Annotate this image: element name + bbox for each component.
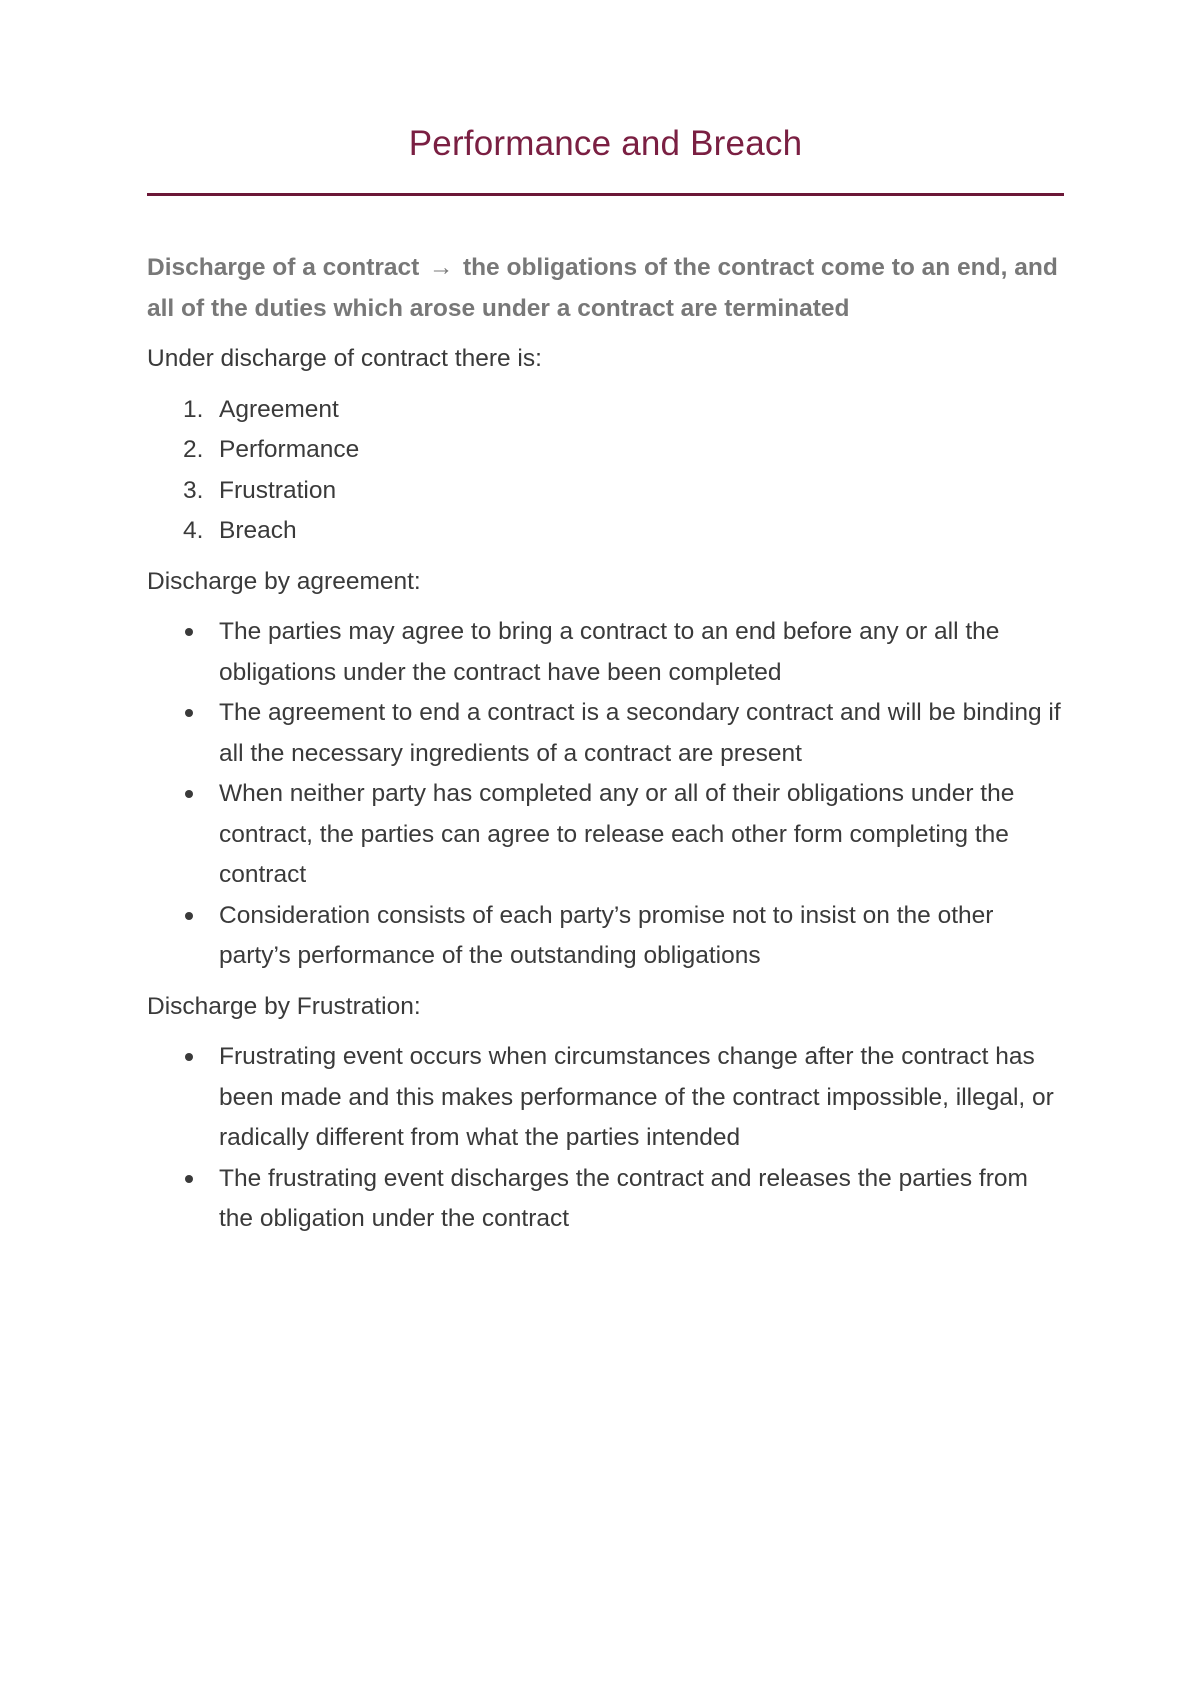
arrow-right-icon: → — [428, 254, 454, 281]
list-number: 3. — [183, 476, 204, 504]
list-item-text: Agreement — [219, 395, 339, 423]
bullet-icon — [185, 709, 193, 717]
list-item-text: Frustrating event occurs when circumstances change after the contract has been made and this makes performance of the contract impossible, illegal, or radically different from what the parties intended — [219, 1043, 1054, 1151]
list-item-text: Consideration consists of each party’s promise not to insist on the other party’s performance of the outstanding obligations — [219, 901, 994, 969]
list-item-text: The parties may agree to bring a contract to an end before any or all the obligations under the contract have been completed — [219, 618, 1000, 686]
definition-text: the obligations of the contract come to an end, and all of the duties which arose under a contract are terminated — [147, 254, 1058, 322]
list-item-text: When neither party has completed any or all of their obligations under the contract, the parties can agree to release each other form completing the contract — [219, 780, 1015, 888]
title-divider — [147, 193, 1064, 196]
list-item — [147, 430, 1065, 471]
frustration-bullet-list — [147, 1037, 1065, 1240]
list-item — [147, 471, 1065, 512]
list-item — [147, 390, 1065, 431]
document-body — [147, 248, 1065, 1250]
frustration-heading: Discharge by Frustration: — [147, 992, 421, 1020]
bullet-icon — [185, 1053, 193, 1061]
bullet-icon — [185, 1175, 193, 1183]
under-discharge-heading: Under discharge of contract there is: — [147, 345, 542, 372]
bullet-icon — [185, 790, 193, 798]
bullet-icon — [185, 628, 193, 636]
list-number: 1. — [183, 395, 204, 423]
list-item-text: The frustrating event discharges the contract and releases the parties from the obligation under the contract — [219, 1164, 1028, 1232]
list-item — [147, 612, 1065, 693]
list-item-text: Breach — [219, 517, 297, 544]
list-number: 2. — [183, 436, 204, 463]
list-item — [147, 693, 1065, 774]
definition-term: Discharge of a contract — [147, 254, 420, 281]
list-number: 4. — [183, 517, 204, 544]
discharge-types-list — [147, 390, 1065, 552]
agreement-heading: Discharge by agreement: — [147, 567, 421, 595]
list-item — [147, 1037, 1065, 1159]
list-item-text: Performance — [219, 436, 360, 463]
list-item-text: The agreement to end a contract is a secondary contract and will be binding if all the necessary ingredients of a contract are present — [219, 699, 1061, 767]
list-item — [147, 1159, 1065, 1240]
list-item — [147, 774, 1065, 896]
definition-paragraph — [147, 248, 1065, 329]
bullet-icon — [185, 912, 193, 920]
agreement-bullet-list — [147, 612, 1065, 977]
page-title: Performance and Breach — [408, 124, 803, 163]
list-item-text: Frustration — [219, 476, 337, 504]
list-item — [147, 511, 1065, 552]
list-item — [147, 896, 1065, 977]
